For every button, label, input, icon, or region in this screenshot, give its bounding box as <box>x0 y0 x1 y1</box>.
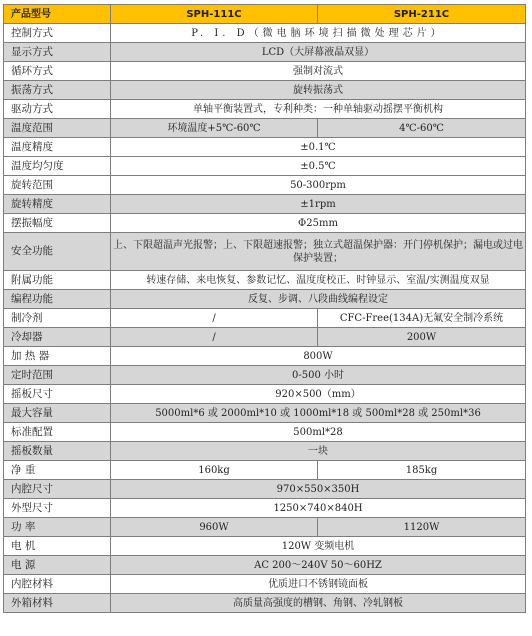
spec-row <box>4 138 526 157</box>
spec-row <box>4 195 526 214</box>
spec-row <box>4 271 526 290</box>
spec-label: 内腔材料 <box>4 575 111 594</box>
spec-value: ±0.5℃ <box>111 157 526 176</box>
spec-label: 电 源 <box>4 556 111 575</box>
spec-value-model-b: 4℃-60℃ <box>318 119 526 138</box>
spec-row <box>4 233 526 271</box>
spec-row <box>4 423 526 442</box>
spec-value: 单轴平衡装置式，专利种类：一种单轴驱动摇摆平衡机构 <box>111 100 526 119</box>
spec-label: 温度范围 <box>4 119 111 138</box>
spec-value: 上、下限超温声光报警；上、下限超速报警；独立式超温保护器：开门停机保护；漏电或过电保护装置； <box>111 233 526 271</box>
spec-value: 0-500 小时 <box>111 366 526 385</box>
spec-row <box>4 556 526 575</box>
spec-value: 5000ml*6 或 2000ml*10 或 1000ml*18 或 500ml*28 或 250ml*36 <box>111 404 526 423</box>
spec-row <box>4 499 526 518</box>
spec-label: 摇板数量 <box>4 442 111 461</box>
spec-row <box>4 81 526 100</box>
spec-row <box>4 43 526 62</box>
spec-row <box>4 518 526 537</box>
spec-label: 内腔尺寸 <box>4 480 111 499</box>
spec-label: 最大容量 <box>4 404 111 423</box>
spec-value: ±1rpm <box>111 195 526 214</box>
spec-value: 800W <box>111 347 526 366</box>
spec-value: Φ25mm <box>111 214 526 233</box>
spec-value: 一块 <box>111 442 526 461</box>
spec-label: 旋转精度 <box>4 195 111 214</box>
header-row <box>4 5 526 24</box>
spec-value: 反复、步调、八段曲线编程设定 <box>111 290 526 309</box>
spec-label: 定时范围 <box>4 366 111 385</box>
spec-row <box>4 290 526 309</box>
model-a-header: SPH-111C <box>111 5 318 24</box>
spec-label: 循环方式 <box>4 62 111 81</box>
spec-row <box>4 594 526 613</box>
spec-value: LCD（大屏幕液晶双显） <box>111 43 526 62</box>
spec-label: 摆振幅度 <box>4 214 111 233</box>
spec-value: 强制对流式 <box>111 62 526 81</box>
spec-row <box>4 100 526 119</box>
spec-row <box>4 385 526 404</box>
spec-value: 970×550×350H <box>111 480 526 499</box>
spec-value: 120W 变频电机 <box>111 537 526 556</box>
spec-value-model-a: 环境温度+5℃-60℃ <box>111 119 318 138</box>
spec-row <box>4 347 526 366</box>
spec-value-model-b: 1120W <box>318 518 526 537</box>
spec-label: 振荡方式 <box>4 81 111 100</box>
spec-row <box>4 119 526 138</box>
spec-value: 优质进口不锈钢镜面板 <box>111 575 526 594</box>
spec-label: 温度均匀度 <box>4 157 111 176</box>
spec-row <box>4 442 526 461</box>
spec-value: 转速存储、来电恢复、参数记忆、温度度校正、时钟显示、室温/实测温度双显 <box>111 271 526 290</box>
spec-label: 编程功能 <box>4 290 111 309</box>
spec-value-model-a: 160kg <box>111 461 318 480</box>
spec-label: 显示方式 <box>4 43 111 62</box>
spec-label: 标准配置 <box>4 423 111 442</box>
spec-label: 摇板尺寸 <box>4 385 111 404</box>
spec-label: 功 率 <box>4 518 111 537</box>
header-label: 产品型号 <box>4 5 111 24</box>
spec-row <box>4 575 526 594</box>
spec-value: 高质量高强度的槽钢、角钢、冷轧钢板 <box>111 594 526 613</box>
spec-label: 温度精度 <box>4 138 111 157</box>
spec-label: 净 重 <box>4 461 111 480</box>
spec-label: 电 机 <box>4 537 111 556</box>
spec-row <box>4 214 526 233</box>
spec-row <box>4 62 526 81</box>
spec-value: P. I. D（微电脑环境扫描微处理芯片） <box>111 24 526 43</box>
spec-value: 50-300rpm <box>111 176 526 195</box>
spec-row <box>4 157 526 176</box>
spec-label: 旋转范围 <box>4 176 111 195</box>
spec-row <box>4 404 526 423</box>
spec-value: 500ml*28 <box>111 423 526 442</box>
spec-value-model-a: 960W <box>111 518 318 537</box>
spec-value-model-a: / <box>111 328 318 347</box>
spec-table <box>3 4 526 613</box>
spec-row <box>4 366 526 385</box>
spec-value: AC 200～240V 50～60HZ <box>111 556 526 575</box>
spec-label: 加 热 器 <box>4 347 111 366</box>
spec-label: 外型尺寸 <box>4 499 111 518</box>
spec-label: 驱动方式 <box>4 100 111 119</box>
spec-row <box>4 461 526 480</box>
spec-label: 外箱材料 <box>4 594 111 613</box>
spec-row <box>4 480 526 499</box>
spec-row <box>4 328 526 347</box>
spec-table-container <box>3 4 525 613</box>
spec-value: 1250×740×840H <box>111 499 526 518</box>
spec-label: 附属功能 <box>4 271 111 290</box>
spec-row <box>4 176 526 195</box>
spec-row <box>4 24 526 43</box>
spec-value: ±0.1℃ <box>111 138 526 157</box>
spec-value-model-b: CFC-Free(134A)无氟安全制冷系统 <box>318 309 526 328</box>
spec-value-model-b: 185kg <box>318 461 526 480</box>
spec-value: 920×500（mm） <box>111 385 526 404</box>
spec-label: 安全功能 <box>4 233 111 271</box>
spec-row <box>4 537 526 556</box>
spec-value-model-b: 200W <box>318 328 526 347</box>
spec-label: 冷却器 <box>4 328 111 347</box>
spec-value: 旋转振荡式 <box>111 81 526 100</box>
spec-row <box>4 309 526 328</box>
spec-value-model-a: / <box>111 309 318 328</box>
spec-label: 制冷剂 <box>4 309 111 328</box>
spec-label: 控制方式 <box>4 24 111 43</box>
model-b-header: SPH-211C <box>318 5 526 24</box>
